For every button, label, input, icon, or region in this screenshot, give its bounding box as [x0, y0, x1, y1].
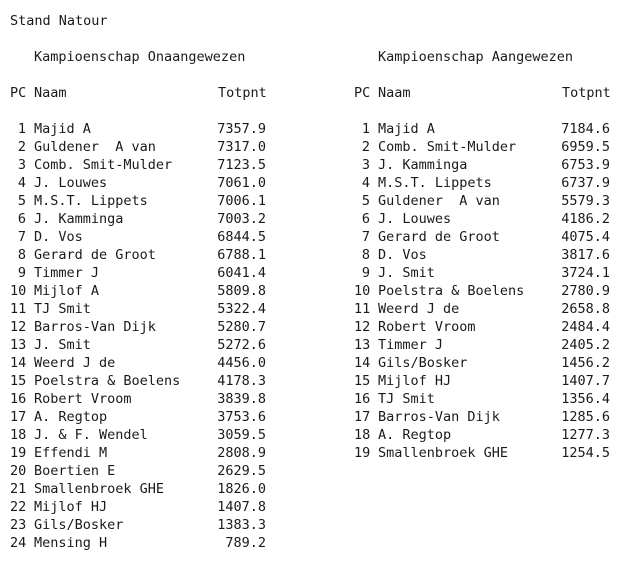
row-naam: D. Vos	[34, 229, 83, 245]
table-row	[10, 192, 270, 210]
row-naam: M.S.T. Lippets	[378, 175, 492, 191]
row-pc: 24	[10, 535, 27, 551]
row-pc: 1	[17, 121, 26, 137]
row-pc: 18	[354, 427, 371, 443]
row-totpnt: 7006.1	[217, 193, 266, 209]
row-pc: 8	[361, 247, 370, 263]
row-pc: 13	[354, 337, 371, 353]
row-naam: Smallenbroek GHE	[378, 445, 509, 461]
table-row	[354, 174, 614, 192]
row-naam: Smallenbroek GHE	[34, 481, 165, 497]
table-row	[10, 354, 270, 372]
row-totpnt: 3753.6	[217, 409, 266, 425]
header-naam: Naam	[378, 85, 411, 101]
table-row	[10, 246, 270, 264]
table-row	[354, 372, 614, 390]
row-totpnt: 5809.8	[217, 283, 266, 299]
row-naam: Gerard de Groot	[378, 229, 500, 245]
table-row	[10, 282, 270, 300]
row-naam: Gerard de Groot	[34, 247, 156, 263]
table-row	[10, 210, 270, 228]
table-row	[354, 426, 614, 444]
table-row	[354, 390, 614, 408]
row-pc: 7	[361, 229, 370, 245]
row-naam: M.S.T. Lippets	[34, 193, 148, 209]
header-totpnt: Totpnt	[218, 85, 267, 101]
row-totpnt: 1383.3	[217, 517, 266, 533]
row-pc: 22	[10, 499, 27, 515]
row-naam: Majid A	[378, 121, 435, 137]
row-pc: 8	[17, 247, 26, 263]
row-totpnt: 1277.3	[561, 427, 610, 443]
table-row	[10, 426, 270, 444]
row-naam: Barros-Van Dijk	[34, 319, 156, 335]
row-totpnt: 2484.4	[561, 319, 610, 335]
row-totpnt: 1285.6	[561, 409, 610, 425]
table-row	[10, 120, 270, 138]
row-naam: Effendi M	[34, 445, 108, 461]
table-row	[10, 390, 270, 408]
table-row	[10, 480, 270, 498]
row-totpnt: 3059.5	[217, 427, 266, 443]
row-totpnt: 1407.7	[561, 373, 610, 389]
row-pc: 7	[17, 229, 26, 245]
row-naam: Poelstra & Boelens	[34, 373, 181, 389]
row-naam: J. & F. Wendel	[34, 427, 148, 443]
row-totpnt: 4456.0	[217, 355, 266, 371]
row-naam: Weerd J de	[378, 301, 460, 317]
row-pc: 12	[10, 319, 27, 335]
table-row	[10, 264, 270, 282]
table-row	[354, 408, 614, 426]
row-naam: J. Kamminga	[378, 157, 468, 173]
row-naam: Timmer J	[378, 337, 444, 353]
table-row	[354, 228, 614, 246]
row-naam: Robert Vroom	[378, 319, 476, 335]
row-pc: 13	[10, 337, 27, 353]
row-naam: Gils/Bosker	[34, 517, 124, 533]
table-row	[354, 282, 614, 300]
table-row	[10, 336, 270, 354]
row-totpnt: 1254.5	[561, 445, 610, 461]
row-naam: Gils/Bosker	[378, 355, 468, 371]
row-naam: Guldener A van	[34, 139, 156, 155]
row-pc: 14	[354, 355, 371, 371]
row-pc: 4	[17, 175, 26, 191]
row-totpnt: 7123.5	[217, 157, 266, 173]
row-pc: 10	[354, 283, 371, 299]
row-pc: 9	[361, 265, 370, 281]
row-pc: 6	[17, 211, 26, 227]
row-naam: A. Regtop	[34, 409, 108, 425]
row-naam: Guldener A van	[378, 193, 500, 209]
row-totpnt: 6788.1	[217, 247, 266, 263]
row-naam: Mijlof HJ	[378, 373, 452, 389]
row-totpnt: 1826.0	[217, 481, 266, 497]
table-row	[354, 336, 614, 354]
table-header	[354, 84, 614, 102]
row-totpnt: 7003.2	[217, 211, 266, 227]
row-totpnt: 5280.7	[217, 319, 266, 335]
row-naam: J. Louwes	[378, 211, 452, 227]
row-totpnt: 5579.3	[561, 193, 610, 209]
row-pc: 1	[361, 121, 370, 137]
row-totpnt: 6737.9	[561, 175, 610, 191]
row-totpnt: 1356.4	[561, 391, 610, 407]
row-totpnt: 2780.9	[561, 283, 610, 299]
row-totpnt: 3817.6	[561, 247, 610, 263]
row-pc: 15	[354, 373, 371, 389]
row-naam: J. Smit	[34, 337, 91, 353]
column-title-aangewezen: Kampioenschap Aangewezen	[378, 49, 574, 65]
table-row	[10, 444, 270, 462]
row-pc: 6	[361, 211, 370, 227]
row-pc: 17	[10, 409, 27, 425]
row-totpnt: 6753.9	[561, 157, 610, 173]
row-naam: J. Smit	[378, 265, 435, 281]
row-totpnt: 4178.3	[217, 373, 266, 389]
row-pc: 11	[354, 301, 371, 317]
row-totpnt: 4186.2	[561, 211, 610, 227]
row-naam: Weerd J de	[34, 355, 116, 371]
row-pc: 19	[354, 445, 371, 461]
row-pc: 18	[10, 427, 27, 443]
row-totpnt: 2808.9	[217, 445, 266, 461]
row-naam: Mijlof A	[34, 283, 100, 299]
header-totpnt: Totpnt	[562, 85, 611, 101]
row-naam: J. Louwes	[34, 175, 108, 191]
row-totpnt: 7357.9	[217, 121, 266, 137]
row-totpnt: 7184.6	[561, 121, 610, 137]
row-naam: TJ Smit	[34, 301, 91, 317]
row-pc: 4	[361, 175, 370, 191]
row-naam: Majid A	[34, 121, 91, 137]
row-pc: 10	[10, 283, 27, 299]
row-pc: 16	[10, 391, 27, 407]
row-naam: Comb. Smit-Mulder	[34, 157, 173, 173]
table-row	[354, 156, 614, 174]
table-row	[10, 498, 270, 516]
row-totpnt: 6041.4	[217, 265, 266, 281]
table-row	[10, 300, 270, 318]
row-pc: 15	[10, 373, 27, 389]
row-pc: 12	[354, 319, 371, 335]
table-row	[354, 210, 614, 228]
row-pc: 5	[17, 193, 26, 209]
row-pc: 5	[361, 193, 370, 209]
table-row	[354, 444, 614, 462]
row-pc: 17	[354, 409, 371, 425]
table-row	[10, 516, 270, 534]
row-naam: J. Kamminga	[34, 211, 124, 227]
header-pc: PC	[10, 85, 27, 101]
row-totpnt: 2658.8	[561, 301, 610, 317]
table-row	[354, 246, 614, 264]
table-row	[354, 318, 614, 336]
table-row	[10, 228, 270, 246]
standings-rows	[10, 120, 270, 552]
row-naam: Robert Vroom	[34, 391, 132, 407]
table-row	[354, 192, 614, 210]
row-naam: Mijlof HJ	[34, 499, 108, 515]
table-row	[10, 138, 270, 156]
row-pc: 3	[17, 157, 26, 173]
row-naam: Comb. Smit-Mulder	[378, 139, 517, 155]
row-totpnt: 3839.8	[217, 391, 266, 407]
row-naam: Mensing H	[34, 535, 108, 551]
row-totpnt: 6959.5	[561, 139, 610, 155]
row-naam: Barros-Van Dijk	[378, 409, 500, 425]
row-pc: 16	[354, 391, 371, 407]
row-pc: 3	[361, 157, 370, 173]
row-totpnt: 5322.4	[217, 301, 266, 317]
table-row	[354, 264, 614, 282]
page-title: Stand Natour	[10, 13, 108, 29]
header-pc: PC	[354, 85, 371, 101]
table-row	[10, 462, 270, 480]
column-title-onaangewezen: Kampioenschap Onaangewezen	[34, 49, 246, 65]
row-totpnt: 2405.2	[561, 337, 610, 353]
row-totpnt: 6844.5	[217, 229, 266, 245]
row-naam: Timmer J	[34, 265, 100, 281]
standings-rows	[354, 120, 614, 462]
row-pc: 14	[10, 355, 27, 371]
table-row	[354, 354, 614, 372]
row-totpnt: 789.2	[225, 535, 266, 551]
row-pc: 21	[10, 481, 27, 497]
table-row	[10, 372, 270, 390]
row-pc: 11	[10, 301, 27, 317]
row-naam: D. Vos	[378, 247, 427, 263]
row-naam: Poelstra & Boelens	[378, 283, 525, 299]
row-totpnt: 1456.2	[561, 355, 610, 371]
row-totpnt: 7317.0	[217, 139, 266, 155]
table-row	[10, 318, 270, 336]
table-row	[10, 156, 270, 174]
row-naam: TJ Smit	[378, 391, 435, 407]
row-naam: A. Regtop	[378, 427, 452, 443]
table-row	[10, 174, 270, 192]
header-naam: Naam	[34, 85, 67, 101]
row-totpnt: 2629.5	[217, 463, 266, 479]
row-pc: 20	[10, 463, 27, 479]
row-pc: 19	[10, 445, 27, 461]
table-row	[354, 120, 614, 138]
table-row	[10, 534, 270, 552]
row-totpnt: 7061.0	[217, 175, 266, 191]
row-totpnt: 4075.4	[561, 229, 610, 245]
row-totpnt: 3724.1	[561, 265, 610, 281]
row-pc: 9	[17, 265, 26, 281]
row-pc: 2	[17, 139, 26, 155]
row-pc: 23	[10, 517, 27, 533]
row-pc: 2	[361, 139, 370, 155]
table-header	[10, 84, 270, 102]
table-row	[354, 138, 614, 156]
table-row	[354, 300, 614, 318]
row-naam: Boertien E	[34, 463, 116, 479]
row-totpnt: 1407.8	[217, 499, 266, 515]
table-row	[10, 408, 270, 426]
row-totpnt: 5272.6	[217, 337, 266, 353]
